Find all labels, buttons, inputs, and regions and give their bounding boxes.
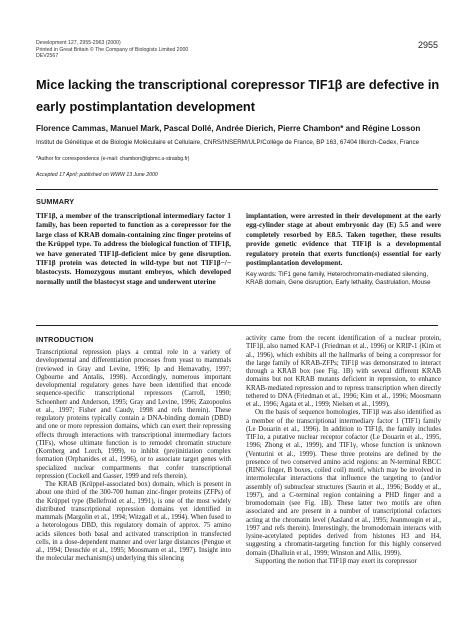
intro-paragraph-3: activity came from the recent identification of a nuclear protein, TIF1β, also named KAP-1 (Friedman et al., 1996) or KRIP-1 (Kim et al., 1996), which exhibits all the hallmarks of being a corepressor for the large family of KRAB-ZFPs; TIF1β was demonstrated to interact through a KRAB box (see Fig. 1B) with several different KRAB domains but not KRAB mutants deficient in repression, to enhance KRAB-mediated repression and to repress transcription when directly tethered to DNA (Friedman et al., 1996; Kim et al., 1996; Moosmann et al., 1996; Agata et al., 1999; Nielsen et al., 1999). xyxy=(246,335,441,408)
intro-paragraph-1: Transcriptional repression plays a central role in a variety of developmental and differentiation processes from yeast to mammals (reviewed in Gray and Levine, 1996; Ip and Hemavathy, 1997; Ogbourne and Antalis, 1998). Accordingly, numerous important developmental regulatory genes have been identified that encode sequence-specific transcriptional repressors (Carroll, 1990; Schoenherr and Anderson, 1995; Gray and Levine, 1996; Zazopoulos et al., 1997; Fisher and Caudy, 1998 and refs therein). These regulatory proteins typically contain a DNA-binding domain (DBD) and one or more repression domains, which can exert their repressing effects through interactions with transcriptional intermediary factors (TIFs), whose ultimate function is to remodel chromatin structure (Kornberg and Lorch, 1999), to inhibit (pre)initiation complex formation (Orphanides et al., 1996), or to associate target genes with specialized nuclear compartments that confer transcriptional repression (Cockell and Gasser, 1999 and refs therein). xyxy=(36,349,231,480)
summary-text-right: implantation, were arrested in their development at the early egg-cylinder stage at about embryonic day (E) 5.5 and were completely resorbed by E8.5. Taken together, these results provide genetic evidence that TIF1β is a developmental regulatory protein that exerts function(s) essential for early postimplantation development. xyxy=(246,211,441,268)
author-list: Florence Cammas, Manuel Mark, Pascal Dollé, Andrée Dierich, Pierre Chambon* and Régine Losson xyxy=(36,124,421,133)
correspondence-note[interactable]: *Author for correspondence (e-mail: chambon@igbmc.u-strasbg.fr) xyxy=(36,156,190,162)
intro-paragraph-2: The KRAB (Krüppel-associated box) domain, which is present in about one third of the 300-700 human zinc-finger proteins (ZFPs) of the Krüppel type (Bellefroid et al., 1991), is one of the most widely distributed transcriptional repression domains yet identified in mammals (Margolin et al., 1994; Witzgall et al., 1994). When fused to a heterologous DBD, this regulatory domain of approx. 75 amino acids silences both basal and activated transcription in transfected cells, in a dose-dependent manner and over large distances (Pengue et al., 1994; Deuschle et al., 1995; Moosmann et al., 1997). Insight into the molecular mechanism(s) underlying this silencing xyxy=(36,481,231,563)
journal-citation: Development 127, 2955-2963 (2000) xyxy=(36,40,121,46)
acceptance-date: Accepted 17 April; published on WWW 13 June 2000 xyxy=(36,172,158,178)
divider-top xyxy=(36,189,438,190)
introduction-column-left xyxy=(36,349,231,564)
intro-paragraph-5: Supporting the notion that TIF1β may exert its corepressor xyxy=(255,557,417,565)
introduction-column-right xyxy=(246,335,441,566)
affiliation: Institut de Génétique et de Biologie Moléculaire et Cellulaire, CNRS/INSERM/ULP/Collège de France, BP 163, 67404 Illkirch-Cedex, France xyxy=(36,139,420,146)
journal-header xyxy=(36,40,188,60)
keywords: Key words: TIF1 gene family, Heterochromatin-mediated silencing, KRAB domain, Gene disruption, Early lethality, Gastrulation, Mouse xyxy=(246,271,431,286)
divider-bottom xyxy=(36,325,438,326)
journal-copyright: Printed in Great Britain © The Company of Biologists Limited 2000 xyxy=(36,46,189,53)
introduction-heading: INTRODUCTION xyxy=(36,335,94,344)
journal-code: DEV2567 xyxy=(36,53,59,60)
article-title: Mice lacking the transcriptional corepressor TIF1β are defective in early postimplantation development xyxy=(36,77,440,114)
page-number: 2955 xyxy=(417,40,438,50)
summary-text-left: TIF1β, a member of the transcriptional intermediary factor 1 family, has been reported to function as a corepressor for the large class of KRAB domain-containing zinc finger proteins of the Krüppel type. To address the biological function of TIF1β, we have generated TIF1β-deficient mice by gene disruption. TIF1β protein was detected in wild-type but not TIF1β−/− blastocysts. Homozygous mutant embryos, which developed normally until the blastocyst stage and underwent uterine xyxy=(36,211,231,286)
summary-heading: SUMMARY xyxy=(36,197,75,206)
intro-paragraph-4: On the basis of sequence homologies, TIF1β was also identified as a member of the transcriptional intermediary factor 1 (TIF1) family (Le Douarin et al., 1996). In addition to TIF1β, the family includes TIF1α, a putative nuclear receptor cofactor (Le Douarin et al., 1995, 1996; Zhong et al., 1999), and TIF1γ, whose function is unknown (Venturini et al., 1999). These three proteins are defined by the presence of two conserved amino acid regions: an N-terminal RBCC (RING finger, B boxes, coiled coil) motif, which may be involved in intermolecular interactions that influence the targeting to (and/or assembly of) subnuclear structures (Saurin et al., 1996; Boddy et al., 1997), and a C-terminal region containing a PHD finger and a bromodomain (see Fig. 1B). These latter two motifs are often associated and are present in a number of transcriptional cofactors acting at the chromatin level (Aasland et al., 1995; Jeanmougin et al., 1997 and refs therein). Interestingly, the bromodomain interacts with lysine-acetylated peptides derived from histones H3 and H4, suggesting a chromatin-targeting function for this highly conserved domain (Dhalluin et al., 1999; Winston and Allis, 1999). xyxy=(246,409,441,557)
